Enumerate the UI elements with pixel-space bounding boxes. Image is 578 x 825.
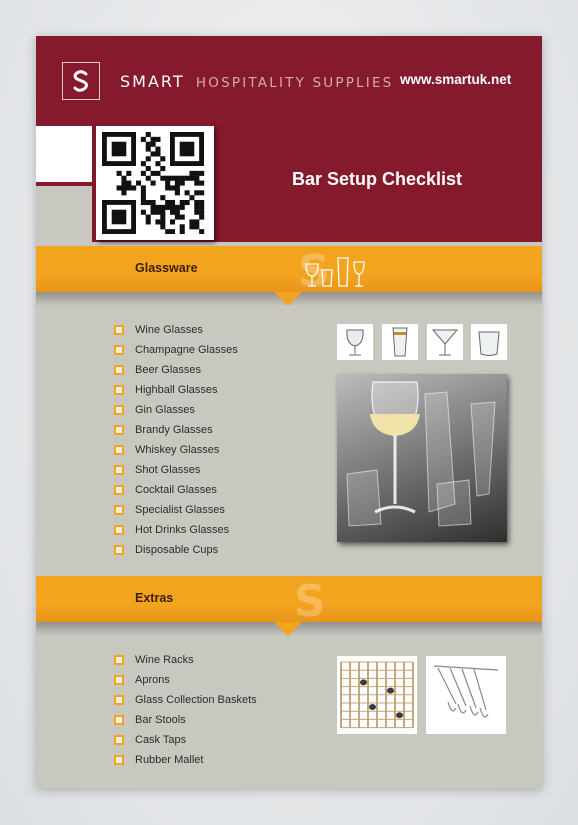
- checkbox-icon[interactable]: [114, 655, 124, 665]
- list-item[interactable]: [114, 753, 257, 773]
- checkbox-icon[interactable]: [114, 505, 124, 515]
- martini-glass-icon: [427, 324, 463, 360]
- item-label: Bar Stools: [135, 714, 186, 726]
- list-item[interactable]: [114, 523, 238, 543]
- decor-block: [36, 186, 92, 242]
- item-label: Beer Glasses: [135, 364, 202, 376]
- list-item[interactable]: [114, 653, 257, 673]
- band-notch: [274, 622, 302, 636]
- item-label: Wine Glasses: [135, 324, 203, 336]
- checkbox-icon[interactable]: [114, 755, 124, 765]
- item-label: Whiskey Glasses: [135, 444, 220, 456]
- checkbox-icon[interactable]: [114, 525, 124, 535]
- list-item[interactable]: [114, 343, 238, 363]
- list-item[interactable]: [114, 713, 257, 733]
- checkbox-icon[interactable]: [114, 715, 124, 725]
- list-item[interactable]: [114, 483, 238, 503]
- band-notch: [274, 292, 302, 306]
- item-label: Aprons: [135, 674, 170, 686]
- checkbox-icon[interactable]: [114, 345, 124, 355]
- item-label: Hot Drinks Glasses: [135, 524, 230, 536]
- section-header-extras: [36, 576, 542, 622]
- checkbox-icon[interactable]: [114, 365, 124, 375]
- item-label: Glass Collection Baskets: [135, 694, 257, 706]
- qr-code[interactable]: [96, 126, 214, 240]
- glassware-photo: [337, 374, 507, 542]
- glass-hanger-icon: [426, 656, 506, 734]
- list-item[interactable]: [114, 363, 238, 383]
- extras-list: [114, 653, 257, 773]
- checkbox-icon[interactable]: [114, 675, 124, 685]
- list-item[interactable]: [114, 673, 257, 693]
- logo-watermark: S: [294, 576, 326, 622]
- glasses-icon: [302, 254, 372, 290]
- item-label: Rubber Mallet: [135, 754, 204, 766]
- item-label: Highball Glasses: [135, 384, 218, 396]
- decor-block: [36, 126, 92, 182]
- page-title: Bar Setup Checklist: [292, 169, 463, 189]
- checkbox-icon[interactable]: [114, 735, 124, 745]
- logo-watermark: S: [298, 246, 330, 292]
- glassware-list: [114, 323, 238, 563]
- checkbox-icon[interactable]: [114, 405, 124, 415]
- item-label: Shot Glasses: [135, 464, 201, 476]
- item-label: Brandy Glasses: [135, 424, 213, 436]
- tumbler-glass-icon: [471, 324, 507, 360]
- list-item[interactable]: [114, 443, 238, 463]
- checklist-sheet: [36, 36, 542, 788]
- section-title: Glassware: [135, 261, 198, 275]
- item-label: Gin Glasses: [135, 404, 195, 416]
- item-label: Disposable Cups: [135, 544, 219, 556]
- section-title: Extras: [135, 591, 174, 605]
- checkbox-icon[interactable]: [114, 545, 124, 555]
- list-item[interactable]: [114, 503, 238, 523]
- checkbox-icon[interactable]: [114, 485, 124, 495]
- checkbox-icon[interactable]: [114, 445, 124, 455]
- checkbox-icon[interactable]: [114, 695, 124, 705]
- list-item[interactable]: [114, 383, 238, 403]
- checkbox-icon[interactable]: [114, 465, 124, 475]
- item-label: Specialist Glasses: [135, 504, 225, 516]
- checkbox-icon[interactable]: [114, 325, 124, 335]
- item-label: Cocktail Glasses: [135, 484, 217, 496]
- list-item[interactable]: [114, 733, 257, 753]
- brand-logo: [62, 62, 100, 100]
- brand-primary: SMART: [120, 72, 185, 91]
- list-item[interactable]: [114, 693, 257, 713]
- section-header-glassware: [36, 246, 542, 292]
- brand-name: [120, 72, 393, 91]
- checkbox-icon[interactable]: [114, 425, 124, 435]
- wine-rack-icon: [337, 656, 417, 734]
- list-item[interactable]: [114, 423, 238, 443]
- item-label: Cask Taps: [135, 734, 187, 746]
- pint-glass-icon: [382, 324, 418, 360]
- wine-glass-icon: [337, 324, 373, 360]
- item-label: Wine Racks: [135, 654, 194, 666]
- list-item[interactable]: [114, 463, 238, 483]
- brand-secondary: HOSPITALITY SUPPLIES: [195, 75, 394, 91]
- website-link[interactable]: www.smartuk.net: [400, 72, 512, 87]
- checkbox-icon[interactable]: [114, 385, 124, 395]
- list-item[interactable]: [114, 323, 238, 343]
- list-item[interactable]: [114, 403, 238, 423]
- item-label: Champagne Glasses: [135, 344, 238, 356]
- list-item[interactable]: [114, 543, 238, 563]
